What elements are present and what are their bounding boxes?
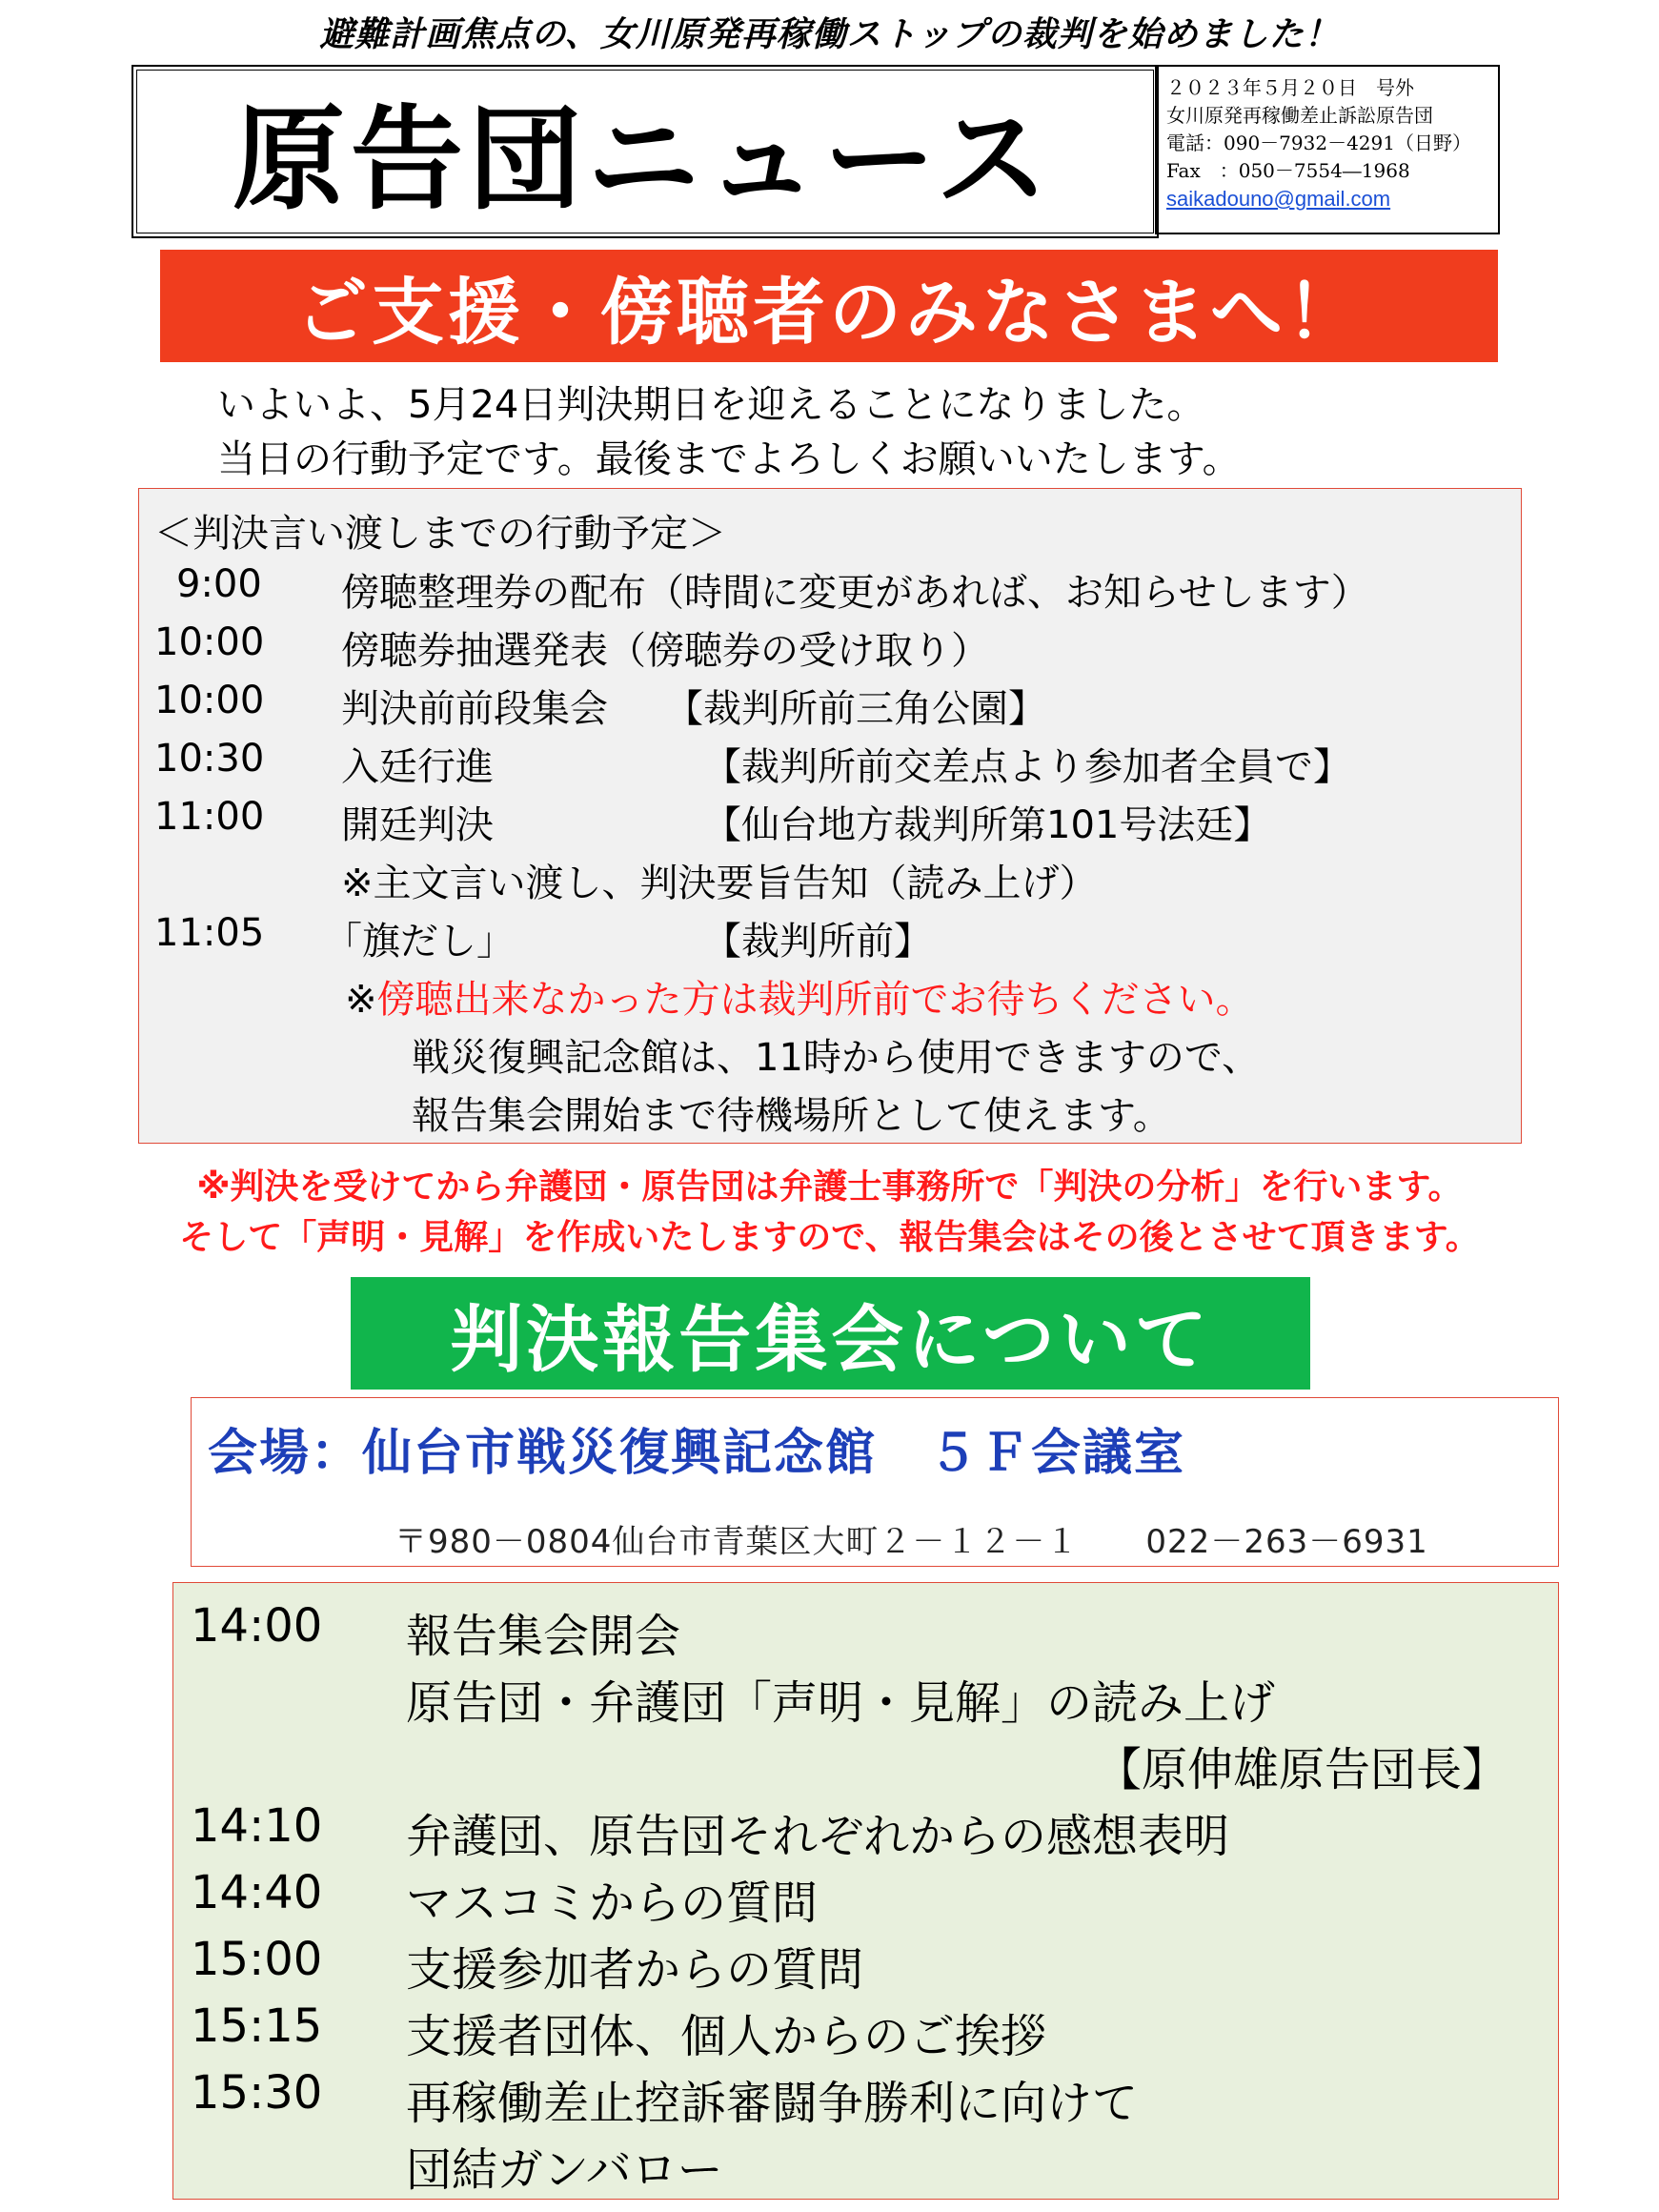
schedule-time: 11:00 [154, 795, 265, 839]
schedule-heading: ＜判決言い渡しまでの行動予定＞ [154, 512, 726, 556]
report-item: 再稼働差止控訴審闘争勝利に向けて [406, 2077, 1139, 2130]
venue-address: 〒980－0804仙台市青葉区大町２－１２－１ 022－263－6931 [395, 1523, 1428, 1561]
schedule-place: 【裁判所前三角公園】 [665, 687, 1046, 731]
issue-info-box [1155, 65, 1500, 234]
organization-name: 女川原発再稼働差止訴訟原告団 [1166, 104, 1433, 127]
waiting-note-line: 報告集会開始まで待機場所として使えます。 [412, 1094, 1171, 1138]
report-item: 弁護団、原告団それぞれからの感想表明 [406, 1810, 1230, 1863]
waiting-note-highlight: 傍聴出来なかった方は裁判所前でお待ちください。 [376, 978, 1254, 1022]
report-item: 報告集会開会 [406, 1610, 681, 1663]
tagline: 避難計画焦点の、女川原発再稼働ストップの裁判を始めました！ [319, 15, 1340, 54]
issue-date: ２０２３年５月２０日 号外 [1166, 76, 1414, 99]
report-item: 団結ガンバロー [406, 2143, 723, 2197]
analysis-notice-line-2: そして「声明・見解」を作成いたしますので、報告集会はその後とさせて頂きます。 [179, 1218, 1480, 1257]
intro-line-1: いよいよ、5月24日判決期日を迎えることになりました。 [217, 383, 1205, 427]
waiting-note [345, 969, 1254, 1024]
schedule-item: 開廷判決 [341, 803, 494, 847]
schedule-time: 10:00 [154, 679, 265, 722]
report-item: 支援参加者からの質問 [406, 1943, 864, 1997]
schedule-item: 傍聴券抽選発表（傍聴券の受け取り） [341, 629, 989, 673]
schedule-item: 判決前前段集会 [341, 687, 608, 731]
venue-name: 会場：仙台市戦災復興記念館 ５Ｆ会議室 [208, 1425, 1186, 1482]
schedule-item: 傍聴整理券の配布（時間に変更があれば、お知らせします） [341, 571, 1369, 615]
report-item: 支援者団体、個人からのご挨拶 [406, 2010, 1047, 2063]
phone-number: 電話：090－7932－4291（日野） [1166, 132, 1471, 154]
report-time: 14:10 [191, 1799, 323, 1853]
report-item: マスコミからの質問 [406, 1877, 819, 1930]
schedule-time: 11:05 [154, 911, 265, 955]
schedule-time: 10:00 [154, 620, 265, 664]
report-time: 15:30 [191, 2066, 323, 2120]
support-banner: ご支援・傍聴者のみなさまへ！ [160, 250, 1498, 362]
report-meeting-banner: 判決報告集会について [351, 1277, 1310, 1390]
intro-line-2: 当日の行動予定です。最後までよろしくお願いいたします。 [217, 437, 1241, 481]
newsletter-title: 原告団ニュース [232, 93, 1055, 225]
fax-number: Fax ：050－7554―1968 [1166, 159, 1410, 182]
report-time: 15:00 [191, 1933, 323, 1986]
report-time: 15:15 [191, 1999, 323, 2053]
email-link[interactable]: saikadouno@gmail.com [1166, 187, 1391, 211]
schedule-item: ※主文言い渡し、判決要旨告知（読み上げ） [341, 862, 1098, 905]
waiting-note-line: 戦災復興記念館は、11時から使用できますので、 [412, 1036, 1261, 1080]
schedule-time: 9:00 [176, 562, 262, 606]
note-mark: ※ [345, 978, 377, 1022]
report-time: 14:40 [191, 1866, 323, 1919]
report-speaker: 【原伸雄原告団長】 [1096, 1743, 1508, 1796]
schedule-place: 【裁判所前】 [703, 920, 932, 964]
report-time: 14:00 [191, 1599, 323, 1653]
schedule-item: 「旗だし」 [324, 920, 515, 964]
schedule-place: 【仙台地方裁判所第101号法廷】 [703, 803, 1272, 847]
schedule-time: 10:30 [154, 737, 265, 781]
schedule-item: 入廷行進 [341, 745, 494, 789]
schedule-place: 【裁判所前交差点より参加者全員で】 [703, 745, 1351, 789]
analysis-notice-line-1: ※判決を受けてから弁護団・原告団は弁護士事務所で「判決の分析」を行います。 [196, 1167, 1463, 1207]
report-item: 原告団・弁護団「声明・見解」の読み上げ [406, 1676, 1276, 1730]
